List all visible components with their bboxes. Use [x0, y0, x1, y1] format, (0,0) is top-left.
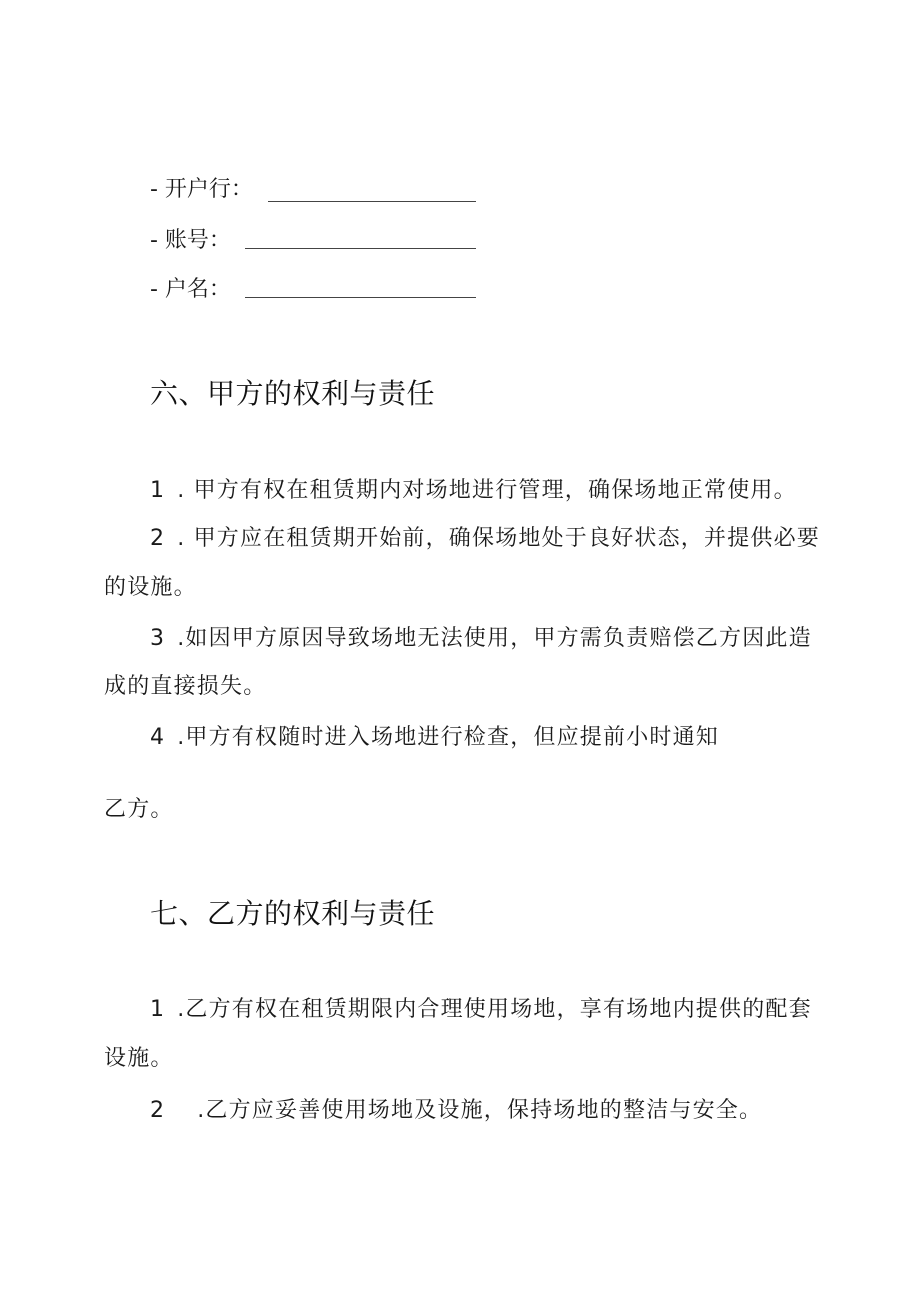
- section-6-item-2: [150, 524, 820, 554]
- item-text: .乙方有权在租赁期限内合理使用场地，享有场地内提供的配套: [177, 997, 812, 1022]
- item-number: 4: [150, 725, 166, 750]
- bank-name-field: [150, 175, 253, 205]
- section-7-item-2: [150, 1096, 762, 1126]
- account-number-blank[interactable]: [245, 248, 476, 249]
- item-text: . 甲方有权在租赁期内对场地进行管理，确保场地正常使用。: [177, 478, 797, 503]
- account-name-blank[interactable]: [245, 297, 476, 298]
- item-text: .如因甲方原因导致场地无法使用，甲方需负责赔偿乙方因此造: [177, 626, 812, 651]
- section-6-item-3: [150, 624, 812, 654]
- item-number: 2: [150, 1098, 166, 1123]
- section-6-item-2-cont: 的设施。: [104, 575, 197, 600]
- item-number: 2: [150, 526, 166, 551]
- item-number: 1: [150, 997, 166, 1022]
- section-7-title: 七、乙方的权利与责任: [150, 897, 436, 930]
- account-name-field: [150, 275, 231, 305]
- item-number: 1: [150, 478, 166, 503]
- section-6-item-1: [150, 476, 797, 506]
- account-number-field: [150, 226, 231, 256]
- item-text: . 甲方应在租赁期开始前，确保场地处于良好状态，并提供必要: [177, 526, 820, 551]
- item-text: .乙方应妥善使用场地及设施，保持场地的整洁与安全。: [197, 1098, 763, 1123]
- section-6-item-4: [150, 723, 719, 753]
- bank-name-blank[interactable]: [268, 201, 476, 202]
- item-text: .甲方有权随时进入场地进行检查，但应提前小时通知: [177, 725, 719, 750]
- item-number: 3: [150, 626, 166, 651]
- section-6-item-3-cont: 成的直接损失。: [104, 674, 267, 699]
- account-name-label: - 户名：: [150, 277, 231, 302]
- section-6-title: 六、甲方的权利与责任: [150, 377, 436, 410]
- section-6-item-4-cont: 乙方。: [104, 797, 174, 822]
- section-7-item-1: [150, 995, 812, 1025]
- account-number-label: - 账号：: [150, 228, 231, 253]
- section-7-item-1-cont: 设施。: [104, 1046, 174, 1071]
- bank-name-label: - 开户行：: [150, 177, 253, 202]
